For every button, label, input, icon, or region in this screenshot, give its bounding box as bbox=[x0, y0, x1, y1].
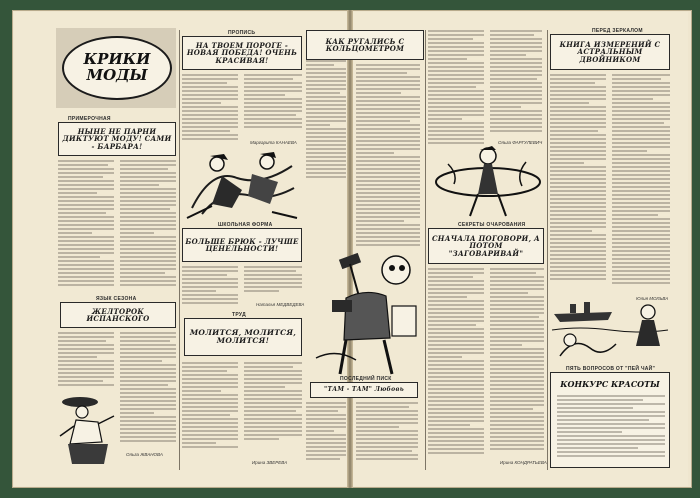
column-rule bbox=[425, 30, 426, 470]
signature-1: Маргарита КАНАЕВА bbox=[250, 140, 297, 145]
cartoon-spanish-dancer-illustration bbox=[58, 392, 116, 466]
cartoon-robot-hammer-illustration bbox=[306, 248, 424, 376]
text-column-l2 bbox=[120, 160, 176, 292]
kicker-trud: ТРУД bbox=[232, 312, 246, 318]
text-column-r7 bbox=[612, 74, 670, 288]
signature-5: Ирина ЗВЕРЕВА bbox=[252, 460, 288, 465]
signature-7: Ирина КОНДРАТЬЕВА bbox=[500, 460, 547, 465]
text-column-l7 bbox=[58, 332, 114, 390]
text-column-r3 bbox=[490, 30, 542, 134]
kicker-posledniy-pisk: ПОСЛЕДНИЙ ПИСК bbox=[340, 376, 392, 382]
kriki-mody-logo bbox=[56, 28, 176, 108]
text-column-l4 bbox=[244, 74, 302, 134]
text-column-r5 bbox=[490, 268, 544, 454]
text-column-r1 bbox=[356, 64, 420, 248]
cartoon-ship-illustration bbox=[550, 300, 670, 364]
text-column-r4 bbox=[428, 268, 484, 458]
kicker-pyat-voprosov: ПЯТЬ ВОПРОСОВ ОТ "ПЕЙ ЧАЙ" bbox=[566, 366, 656, 372]
signature-3: Ольга ЖВАНОВА bbox=[126, 452, 163, 457]
headline-tam-tam: "ТАМ - ТАМ" Любовь bbox=[310, 382, 418, 398]
signature-4: Юлия МОЛЬВА bbox=[636, 296, 669, 301]
headline-zheltok: ЖЕЛТОРОК ИСПАНСКОГО bbox=[60, 302, 176, 328]
konkurs-box bbox=[550, 372, 670, 468]
text-column-l9 bbox=[182, 362, 238, 452]
headline-snachala-pogovori: СНАЧАЛА ПОГОВОРИ, А ПОТОМ "ЗАГОВАРИВАЙ" bbox=[428, 228, 544, 264]
text-column-l1 bbox=[58, 160, 114, 292]
headline-kak-rugalis: КАК РУГАЛИСЬ С КОЛЬЦОМЕТРОМ bbox=[306, 30, 424, 60]
signature-6: Ольга ФАРГУЛЕВИЧ bbox=[498, 140, 543, 145]
kicker-propis: ПРОПИСЬ bbox=[228, 30, 256, 36]
kriki-mody-title: КРИКИ МОДЫ bbox=[83, 50, 151, 84]
headline-bolshe-bryuk: БОЛЬШЕ БРЮК - ЛУЧШЕ ЦЕНЕЛЬНОСТИ! bbox=[182, 228, 302, 262]
headline-na-tvoem-poroge: НА ТВОЕМ ПОРОГЕ - НОВАЯ ПОБЕДА! ОЧЕНЬ КРАСИВАЯ! bbox=[182, 36, 302, 70]
text-column-l3 bbox=[182, 74, 238, 144]
kicker-pered-zerkalom: ПЕРЕД ЗЕРКАЛОМ bbox=[592, 28, 643, 34]
kicker-yazyk-sezona: ЯЗЫК СЕЗОНА bbox=[96, 296, 137, 302]
kicker-sekrety: СЕКРЕТЫ ОЧАРОВАНИЯ bbox=[458, 222, 526, 228]
cartoon-hoops-illustration bbox=[428, 144, 546, 220]
text-column-c2 bbox=[356, 402, 418, 462]
text-column-l5 bbox=[182, 266, 238, 306]
headline-nyne-ne-parni: НЫНЕ НЕ ПАРНИ ДИКТУЮТ МОДУ! САМИ - БАРБАРА! bbox=[58, 122, 176, 156]
headline-konkurs: КОНКУРС КРАСОТЫ bbox=[560, 379, 660, 389]
column-rule bbox=[179, 30, 180, 470]
text-column-l8 bbox=[120, 332, 176, 444]
cartoon-dancers-illustration bbox=[182, 148, 302, 222]
text-column-r6 bbox=[550, 74, 606, 284]
kicker-primerochnaya: ПРИМЕРОЧНАЯ bbox=[68, 116, 111, 122]
headline-kniga-izmereniy: КНИГА ИЗМЕРЕНИЙ С АСТРАЛЬНЫМ ДВОЙНИКОМ bbox=[550, 34, 670, 70]
kicker-shkolnaya: ШКОЛЬНАЯ ФОРМА bbox=[218, 222, 273, 228]
signature-2: Наталья МЕДВЕДЕВА bbox=[256, 302, 305, 307]
text-column-l6 bbox=[244, 266, 302, 296]
column-rule bbox=[547, 30, 548, 470]
konkurs-questions bbox=[557, 395, 665, 465]
headline-molitsya: МОЛИТСЯ, МОЛИТСЯ, МОЛИТСЯ! bbox=[184, 318, 302, 356]
text-column-l10 bbox=[244, 362, 302, 448]
text-column-c1 bbox=[306, 402, 346, 462]
text-column-r2 bbox=[428, 30, 484, 146]
